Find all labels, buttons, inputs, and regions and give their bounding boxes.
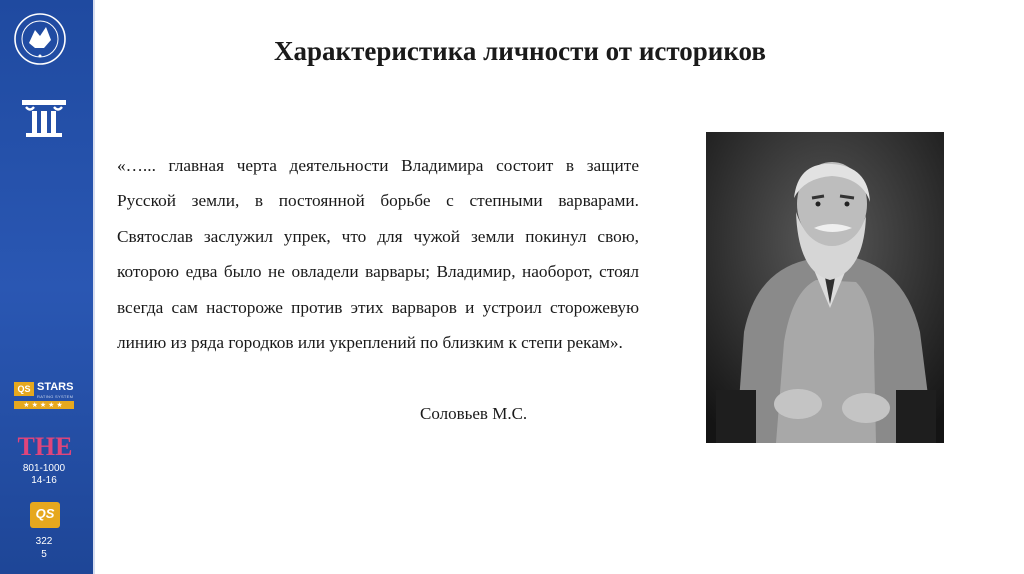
qs-rank-line1: 322 [35, 536, 53, 547]
sidebar-divider [93, 0, 95, 574]
column-logo-icon [20, 98, 68, 138]
portrait-image [706, 132, 944, 443]
the-logo-icon [17, 429, 73, 461]
qs-rank-line2: 5 [41, 549, 47, 560]
slide-title: Характеристика личности от историков [274, 36, 766, 66]
qs-stars-box: QS [14, 382, 34, 396]
qs-stars-subtitle: RATING SYSTEM [37, 394, 74, 399]
quote-author: Соловьев М.С. [420, 404, 528, 423]
the-logo-text: THE [17, 432, 73, 461]
qs-rank [0, 535, 88, 561]
the-rank-line1: 801-1000 [22, 463, 66, 474]
university-seal-icon [13, 12, 67, 66]
the-rank-line2: 14-16 [31, 475, 57, 486]
qs-logo: QS [30, 502, 60, 528]
qs-stars-row: ★★★★★ [14, 401, 74, 409]
quote-text: «…... главная черта деятельности Владимира состоит в защите Русской земли, в постоянной борьбе с степными варварами. Святослав заслужил упрек, что для чужой земли покинул свою, которою едва было не овладели варвары; Владимир, наоборот, стоял всегда сам настороже против этих варваров и устроил сторожевую линию из ряда городков или укреплений по близким к степи рекам». [117, 156, 639, 353]
the-rank [0, 463, 88, 487]
qs-stars-label: STARS [37, 381, 74, 393]
sidebar [0, 0, 93, 574]
qs-stars-badge [12, 380, 78, 413]
